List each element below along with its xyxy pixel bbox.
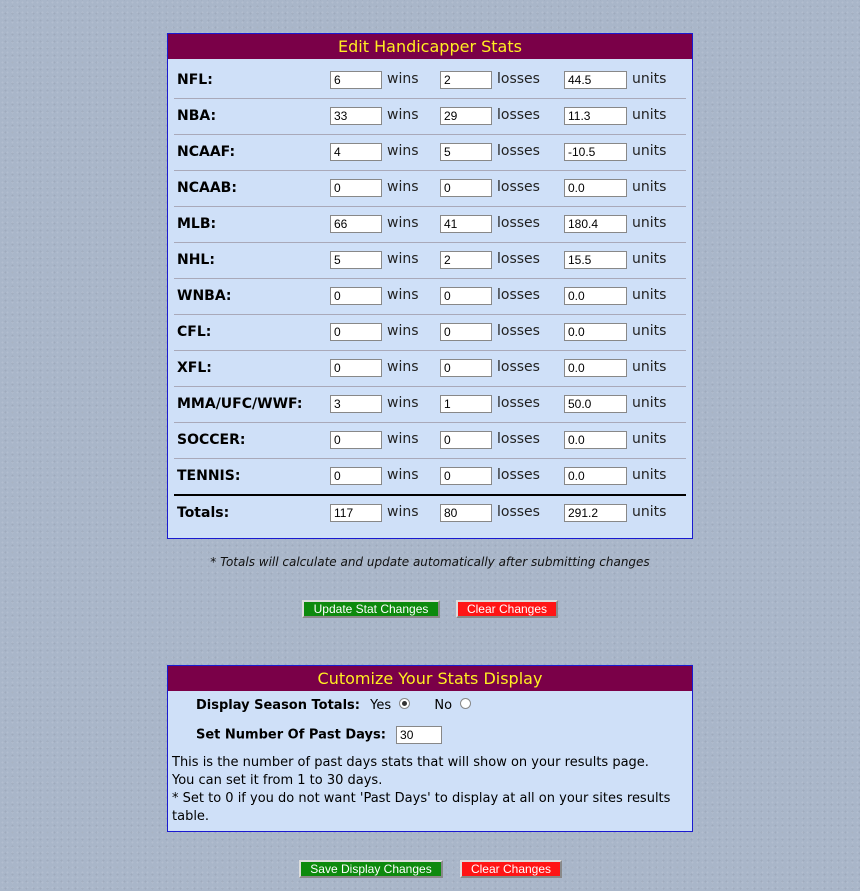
sport-label: TENNIS:: [177, 468, 241, 484]
units-input[interactable]: [564, 395, 627, 413]
stats-table: [168, 59, 692, 531]
losses-label: losses: [497, 431, 540, 447]
clear-display-changes-button[interactable]: Clear Changes: [460, 860, 562, 878]
wins-input[interactable]: [330, 467, 382, 485]
wins-label: wins: [387, 179, 419, 195]
losses-input[interactable]: [440, 215, 492, 233]
wins-input[interactable]: [330, 431, 382, 449]
totals-row: [174, 496, 686, 531]
sport-row: [174, 135, 686, 171]
wins-input[interactable]: [330, 71, 382, 89]
sport-row: [174, 63, 686, 99]
past-days-help: [172, 754, 672, 826]
losses-input[interactable]: [440, 71, 492, 89]
losses-input[interactable]: [440, 323, 492, 341]
losses-label: losses: [497, 467, 540, 483]
wins-input[interactable]: [330, 251, 382, 269]
sport-row: [174, 243, 686, 279]
wins-label: wins: [387, 323, 419, 339]
losses-label: losses: [497, 359, 540, 375]
sport-label: MMA/UFC/WWF:: [177, 396, 303, 412]
units-input[interactable]: [564, 215, 627, 233]
losses-label: losses: [497, 143, 540, 159]
season-totals-row: [196, 698, 471, 713]
losses-label: losses: [497, 504, 540, 520]
losses-input[interactable]: [440, 143, 492, 161]
losses-label: losses: [497, 71, 540, 87]
wins-input[interactable]: [330, 107, 382, 125]
units-label: units: [632, 467, 667, 483]
help-line-3: * Set to 0 if you do not want 'Past Days' to display at all on your sites results table.: [172, 791, 671, 824]
past-days-row: [196, 726, 436, 744]
yes-label: Yes: [370, 698, 392, 713]
losses-label: losses: [497, 215, 540, 231]
totals-label: Totals:: [177, 505, 230, 521]
wins-input[interactable]: [330, 179, 382, 197]
past-days-label: Set Number Of Past Days:: [196, 727, 386, 743]
units-label: units: [632, 359, 667, 375]
units-input[interactable]: [564, 143, 627, 161]
units-label: units: [632, 395, 667, 411]
edit-stats-panel: [167, 33, 693, 539]
units-input[interactable]: [564, 359, 627, 377]
display-settings-title: Cutomize Your Stats Display: [168, 666, 692, 691]
units-label: units: [632, 143, 667, 159]
wins-label: wins: [387, 107, 419, 123]
units-input[interactable]: [564, 287, 627, 305]
help-line-2: You can set it from 1 to 30 days.: [172, 773, 383, 788]
sport-row: [174, 99, 686, 135]
wins-label: wins: [387, 71, 419, 87]
wins-label: wins: [387, 431, 419, 447]
sport-row: [174, 423, 686, 459]
sport-label: WNBA:: [177, 288, 232, 304]
season-yes-radio[interactable]: [399, 698, 410, 709]
totals-note: * Totals will calculate and update automatically after submitting changes: [210, 555, 650, 569]
units-label: units: [632, 179, 667, 195]
losses-input[interactable]: [440, 467, 492, 485]
sport-label: CFL:: [177, 324, 212, 340]
units-label: units: [632, 71, 667, 87]
losses-input[interactable]: [440, 251, 492, 269]
losses-label: losses: [497, 323, 540, 339]
past-days-input[interactable]: [396, 726, 442, 744]
losses-label: losses: [497, 107, 540, 123]
sport-row: [174, 207, 686, 243]
losses-input[interactable]: [440, 504, 492, 522]
no-label: No: [434, 698, 453, 713]
losses-label: losses: [497, 251, 540, 267]
units-input[interactable]: [564, 467, 627, 485]
units-label: units: [632, 504, 667, 520]
units-label: units: [632, 431, 667, 447]
wins-input[interactable]: [330, 323, 382, 341]
display-settings-panel: [167, 665, 693, 832]
units-label: units: [632, 107, 667, 123]
units-label: units: [632, 251, 667, 267]
wins-input[interactable]: [330, 504, 382, 522]
sport-row: [174, 459, 686, 496]
losses-label: losses: [497, 287, 540, 303]
units-input[interactable]: [564, 71, 627, 89]
sport-label: MLB:: [177, 216, 217, 232]
units-input[interactable]: [564, 107, 627, 125]
units-input[interactable]: [564, 431, 627, 449]
sport-label: NHL:: [177, 252, 215, 268]
wins-label: wins: [387, 143, 419, 159]
season-no-radio[interactable]: [460, 698, 471, 709]
losses-input[interactable]: [440, 107, 492, 125]
wins-label: wins: [387, 251, 419, 267]
sport-label: SOCCER:: [177, 432, 246, 448]
sport-row: [174, 387, 686, 423]
losses-input[interactable]: [440, 359, 492, 377]
sport-label: XFL:: [177, 360, 212, 376]
sport-label: NFL:: [177, 72, 213, 88]
save-display-changes-button[interactable]: Save Display Changes: [299, 860, 443, 878]
units-input[interactable]: [564, 251, 627, 269]
clear-stat-changes-button[interactable]: Clear Changes: [456, 600, 558, 618]
season-totals-label: Display Season Totals:: [196, 698, 360, 713]
sport-label: NCAAB:: [177, 180, 237, 196]
losses-input[interactable]: [440, 287, 492, 305]
wins-label: wins: [387, 215, 419, 231]
sport-row: [174, 351, 686, 387]
sport-row: [174, 279, 686, 315]
units-label: units: [632, 287, 667, 303]
sport-label: NBA:: [177, 108, 217, 124]
units-input[interactable]: [564, 504, 627, 522]
sport-row: [174, 315, 686, 351]
wins-input[interactable]: [330, 215, 382, 233]
wins-label: wins: [387, 395, 419, 411]
sport-row: [174, 171, 686, 207]
losses-input[interactable]: [440, 395, 492, 413]
wins-input[interactable]: [330, 287, 382, 305]
wins-input[interactable]: [330, 395, 382, 413]
update-stat-changes-button[interactable]: Update Stat Changes: [302, 600, 440, 618]
losses-label: losses: [497, 395, 540, 411]
losses-label: losses: [497, 179, 540, 195]
units-input[interactable]: [564, 179, 627, 197]
losses-input[interactable]: [440, 431, 492, 449]
wins-label: wins: [387, 287, 419, 303]
sport-label: NCAAF:: [177, 144, 236, 160]
wins-input[interactable]: [330, 143, 382, 161]
wins-label: wins: [387, 359, 419, 375]
wins-label: wins: [387, 467, 419, 483]
losses-input[interactable]: [440, 179, 492, 197]
wins-input[interactable]: [330, 359, 382, 377]
edit-stats-title: Edit Handicapper Stats: [168, 34, 692, 59]
wins-label: wins: [387, 504, 419, 520]
units-input[interactable]: [564, 323, 627, 341]
help-line-1: This is the number of past days stats that will show on your results page.: [172, 755, 649, 770]
units-label: units: [632, 215, 667, 231]
units-label: units: [632, 323, 667, 339]
